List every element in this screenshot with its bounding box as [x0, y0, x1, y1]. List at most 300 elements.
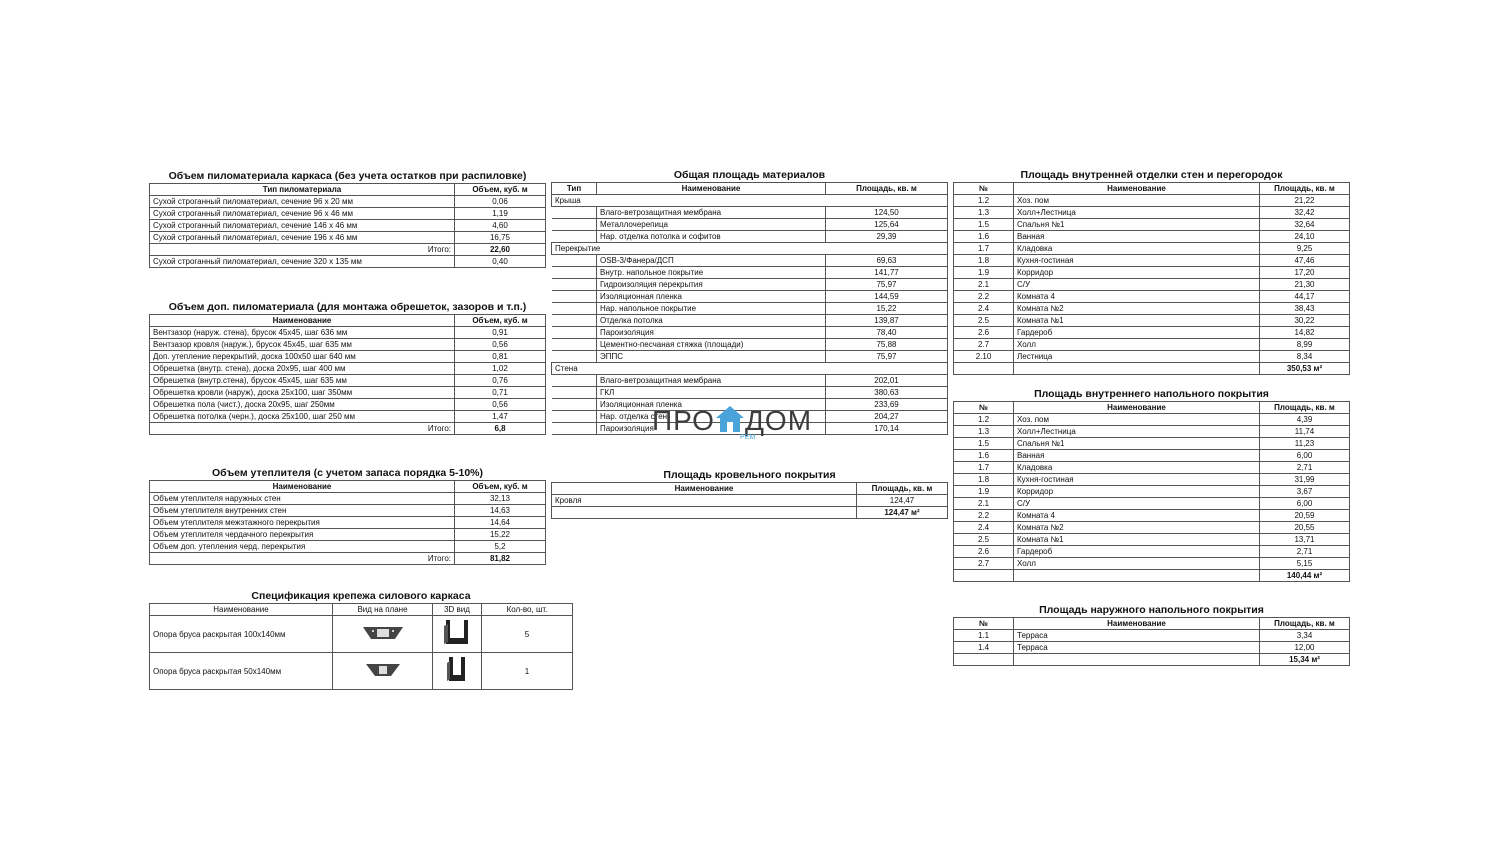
logo-text-right: ДОМ [744, 405, 813, 436]
room-number: 2.7 [954, 558, 1014, 570]
table-row [150, 339, 546, 351]
item-value: 0,91 [455, 327, 546, 339]
frame-lumber-block [149, 169, 546, 268]
material-area: 125,64 [826, 219, 948, 231]
extra-lumber-title: Объем доп. пиломатериала (для монтажа обрешеток, зазоров и т.п.) [168, 301, 527, 313]
table-row [954, 486, 1350, 498]
item-name: Сухой строганный пиломатериал, сечение 320 x 135 мм [150, 256, 455, 268]
item-value: 0,56 [455, 399, 546, 411]
room-number: 1.2 [954, 414, 1014, 426]
room-name: Спальня №1 [1014, 438, 1260, 450]
table-row [954, 426, 1350, 438]
room-number: 1.7 [954, 462, 1014, 474]
room-area: 3,67 [1260, 486, 1350, 498]
table-row [954, 303, 1350, 315]
material-name: Изоляционная пленка [597, 399, 826, 411]
room-name: Комната №1 [1014, 534, 1260, 546]
roofing-block [551, 468, 948, 519]
table-row [150, 399, 546, 411]
empty-cell [552, 507, 857, 519]
material-type: Стена [552, 363, 948, 375]
table-row [552, 303, 948, 315]
table-row [150, 505, 546, 517]
item-value: 5,2 [455, 541, 546, 553]
table-row [552, 507, 948, 519]
room-number: 1.8 [954, 474, 1014, 486]
room-name: Спальня №1 [1014, 219, 1260, 231]
item-value: 14,64 [455, 517, 546, 529]
fastener-qty: 1 [482, 653, 573, 690]
material-name: Пароизоляция [597, 423, 826, 435]
empty-cell [954, 363, 1014, 375]
empty-cell [552, 267, 597, 279]
room-area: 6,00 [1260, 498, 1350, 510]
table-row [954, 243, 1350, 255]
table-row [150, 327, 546, 339]
col-header: Площадь, кв. м [1260, 618, 1350, 630]
table-row [150, 616, 573, 653]
empty-cell [1014, 654, 1260, 666]
total-value: 140,44 м² [1260, 570, 1350, 582]
table-row [954, 534, 1350, 546]
empty-cell [552, 375, 597, 387]
room-name: Ванная [1014, 450, 1260, 462]
col-header: Наименование [150, 481, 455, 493]
col-header: Площадь, кв. м [1260, 183, 1350, 195]
room-area: 2,71 [1260, 546, 1350, 558]
table-row [552, 339, 948, 351]
material-area: 78,40 [826, 327, 948, 339]
room-name: Кухня-гостиная [1014, 255, 1260, 267]
col-header: 3D вид [433, 604, 482, 616]
material-name: Нар. напольное покрытие [597, 303, 826, 315]
table-row [150, 220, 546, 232]
table-row [954, 267, 1350, 279]
material-area: 139,87 [826, 315, 948, 327]
empty-cell [552, 231, 597, 243]
room-number: 1.3 [954, 207, 1014, 219]
table-row [552, 195, 948, 207]
total-label: Итого: [150, 423, 455, 435]
room-name: Холл+Лестница [1014, 207, 1260, 219]
item-name: Обрешетка пола (чист.), доска 20x95, шаг 250мм [150, 399, 455, 411]
room-area: 32,64 [1260, 219, 1350, 231]
room-name: Гардероб [1014, 327, 1260, 339]
room-area: 6,00 [1260, 450, 1350, 462]
table-row [552, 351, 948, 363]
room-area: 17,20 [1260, 267, 1350, 279]
col-header: Наименование [552, 483, 857, 495]
room-name: Холл+Лестница [1014, 426, 1260, 438]
table-row [552, 207, 948, 219]
room-number: 1.4 [954, 642, 1014, 654]
room-area: 13,71 [1260, 534, 1350, 546]
room-number: 1.3 [954, 426, 1014, 438]
room-area: 5,15 [1260, 558, 1350, 570]
item-name: Объем утеплителя внутренних стен [150, 505, 455, 517]
col-header: Тип [552, 183, 597, 195]
table-row [954, 462, 1350, 474]
table-row [954, 351, 1350, 363]
room-number: 2.6 [954, 546, 1014, 558]
total-value: 15,34 м² [1260, 654, 1350, 666]
material-name: ГКЛ [597, 387, 826, 399]
room-name: Корридор [1014, 486, 1260, 498]
table-row [150, 553, 546, 565]
empty-cell [552, 327, 597, 339]
walls-finish-block [953, 168, 1350, 375]
item-value: 15,22 [455, 529, 546, 541]
room-area: 11,23 [1260, 438, 1350, 450]
material-area: 170,14 [826, 423, 948, 435]
bracket-3d-icon [445, 655, 469, 685]
table-row [552, 219, 948, 231]
room-name: С/У [1014, 498, 1260, 510]
table-row [954, 414, 1350, 426]
table-row [150, 517, 546, 529]
material-area: 75,88 [826, 339, 948, 351]
room-area: 20,59 [1260, 510, 1350, 522]
empty-cell [552, 255, 597, 267]
table-row [954, 630, 1350, 642]
room-number: 2.4 [954, 303, 1014, 315]
room-area: 20,55 [1260, 522, 1350, 534]
room-area: 8,99 [1260, 339, 1350, 351]
item-name: Доп. утепление перекрытий, доска 100x50 шаг 640 мм [150, 351, 455, 363]
total-value: 22,60 [455, 244, 546, 256]
item-value: 32,13 [455, 493, 546, 505]
room-name: Кладовка [1014, 462, 1260, 474]
watermark-logo [652, 405, 852, 441]
item-name: Объем доп. утепления черд. перекрытия [150, 541, 455, 553]
table-row [954, 474, 1350, 486]
bracket-3d-icon [442, 618, 472, 648]
item-name: Обрешетка (внутр. стена), доска 20x95, шаг 400 мм [150, 363, 455, 375]
material-name: Внутр. напольное покрытие [597, 267, 826, 279]
material-type: Крыша [552, 195, 948, 207]
table-row [954, 522, 1350, 534]
fasteners-table [149, 603, 573, 690]
table-row [954, 279, 1350, 291]
item-value: 0,71 [455, 387, 546, 399]
empty-cell [954, 654, 1014, 666]
table-row [552, 387, 948, 399]
room-area: 21,22 [1260, 195, 1350, 207]
empty-cell [1014, 363, 1260, 375]
room-number: 2.7 [954, 339, 1014, 351]
room-number: 1.7 [954, 243, 1014, 255]
material-area: 69,63 [826, 255, 948, 267]
room-name: Ванная [1014, 231, 1260, 243]
material-area: 141,77 [826, 267, 948, 279]
item-name: Сухой строганный пиломатериал, сечение 146 x 46 мм [150, 220, 455, 232]
table-row [150, 653, 573, 690]
room-number: 1.1 [954, 630, 1014, 642]
material-name: Изоляционная пленка [597, 291, 826, 303]
fastener-qty: 5 [482, 616, 573, 653]
table-row [150, 244, 546, 256]
extra-lumber-block [149, 300, 546, 435]
material-area: 29,39 [826, 231, 948, 243]
col-header: № [954, 183, 1014, 195]
room-name: Комната №1 [1014, 315, 1260, 327]
room-name: С/У [1014, 279, 1260, 291]
3d-view-cell [433, 616, 482, 653]
room-name: Хоз. пом [1014, 414, 1260, 426]
room-name: Комната №2 [1014, 522, 1260, 534]
floor-inner-block [953, 387, 1350, 582]
room-number: 2.5 [954, 315, 1014, 327]
empty-cell [552, 423, 597, 435]
room-number: 1.6 [954, 450, 1014, 462]
material-area: 233,69 [826, 399, 948, 411]
empty-cell [954, 570, 1014, 582]
col-header: Кол-во, шт. [482, 604, 573, 616]
room-area: 44,17 [1260, 291, 1350, 303]
roofing-title: Площадь кровельного покрытия [663, 469, 836, 481]
table-row [150, 423, 546, 435]
room-area: 38,43 [1260, 303, 1350, 315]
table-row [954, 315, 1350, 327]
logo-subtext: РЕМ [740, 434, 756, 441]
empty-cell [552, 399, 597, 411]
insulation-block [149, 466, 546, 565]
total-label: Итого: [150, 553, 455, 565]
table-row [552, 363, 948, 375]
material-area: 204,27 [826, 411, 948, 423]
extra-lumber-table [149, 314, 546, 435]
table-row [150, 363, 546, 375]
table-row [150, 256, 546, 268]
material-name: Металлочерепица [597, 219, 826, 231]
col-header: Наименование [150, 315, 455, 327]
room-area: 12,00 [1260, 642, 1350, 654]
floor-outer-table [953, 617, 1350, 666]
room-area: 8,34 [1260, 351, 1350, 363]
col-header: Наименование [150, 604, 333, 616]
table-row [552, 255, 948, 267]
room-area: 3,34 [1260, 630, 1350, 642]
materials-block [551, 168, 948, 435]
table-row [954, 207, 1350, 219]
room-name: Кухня-гостиная [1014, 474, 1260, 486]
col-header: Вид на плане [333, 604, 433, 616]
item-value: 1,47 [455, 411, 546, 423]
table-row [552, 291, 948, 303]
insulation-title: Объем утеплителя (с учетом запаса порядка 5-10%) [211, 467, 484, 479]
col-header: Наименование [597, 183, 826, 195]
table-row [552, 267, 948, 279]
item-name: Обрешетка кровли (наруж), доска 25x100, шаг 350мм [150, 387, 455, 399]
floor-outer-block [953, 603, 1350, 666]
table-row [150, 351, 546, 363]
room-number: 1.5 [954, 438, 1014, 450]
material-area: 75,97 [826, 351, 948, 363]
material-area: 380,63 [826, 387, 948, 399]
empty-cell [552, 207, 597, 219]
room-area: 11,74 [1260, 426, 1350, 438]
insulation-table [149, 480, 546, 565]
item-name: Обрешетка (внутр.стена), брусок 45x45, шаг 635 мм [150, 375, 455, 387]
room-name: Гардероб [1014, 546, 1260, 558]
item-name: Сухой строганный пиломатериал, сечение 196 x 46 мм [150, 232, 455, 244]
room-number: 2.2 [954, 291, 1014, 303]
walls-finish-title: Площадь внутренней отделки стен и перегородок [1020, 169, 1283, 181]
item-value: 1,19 [455, 208, 546, 220]
table-row [552, 495, 948, 507]
room-area: 30,22 [1260, 315, 1350, 327]
room-name: Холл [1014, 558, 1260, 570]
col-header: Объем, куб. м [455, 315, 546, 327]
room-name: Комната 4 [1014, 510, 1260, 522]
floor-inner-table [953, 401, 1350, 582]
empty-cell [552, 387, 597, 399]
material-name: OSB-3/Фанера/ДСП [597, 255, 826, 267]
item-name: Вентзазор кровля (наруж.), брусок 45x45, шаг 635 мм [150, 339, 455, 351]
table-row [954, 231, 1350, 243]
room-name: Комната №2 [1014, 303, 1260, 315]
material-name: ЭППС [597, 351, 826, 363]
room-number: 2.1 [954, 279, 1014, 291]
table-row [954, 654, 1350, 666]
table-row [954, 291, 1350, 303]
room-name: Комната 4 [1014, 291, 1260, 303]
plan-view-cell [333, 616, 433, 653]
table-row [954, 327, 1350, 339]
frame-lumber-title: Объем пиломатериала каркаса (без учета остатков при распиловке) [168, 170, 527, 182]
roofing-table [551, 482, 948, 519]
room-area: 14,82 [1260, 327, 1350, 339]
material-type: Перекрытие [552, 243, 948, 255]
table-row [150, 208, 546, 220]
table-row [954, 510, 1350, 522]
room-number: 2.2 [954, 510, 1014, 522]
total-value: 6,8 [455, 423, 546, 435]
room-number: 2.5 [954, 534, 1014, 546]
logo-text-left: ПРО [652, 405, 715, 436]
col-header: Объем, куб. м [455, 481, 546, 493]
bracket-plan-icon [362, 625, 404, 641]
material-area: 75,97 [826, 279, 948, 291]
table-row [552, 375, 948, 387]
table-row [552, 231, 948, 243]
table-row [954, 450, 1350, 462]
table-row [150, 232, 546, 244]
col-header: Площадь, кв. м [1260, 402, 1350, 414]
table-row [954, 438, 1350, 450]
room-area: 21,30 [1260, 279, 1350, 291]
col-header: Тип пиломатериала [150, 184, 455, 196]
empty-cell [552, 219, 597, 231]
table-row [954, 546, 1350, 558]
item-name: Объем утеплителя чердачного перекрытия [150, 529, 455, 541]
material-area: 144,59 [826, 291, 948, 303]
room-number: 1.6 [954, 231, 1014, 243]
empty-cell [552, 339, 597, 351]
room-name: Кладовка [1014, 243, 1260, 255]
item-value: 1,02 [455, 363, 546, 375]
table-row [552, 243, 948, 255]
item-name: Объем утеплителя межэтажного перекрытия [150, 517, 455, 529]
material-name: Пароизоляция [597, 327, 826, 339]
fasteners-title: Спецификация крепежа силового каркаса [251, 590, 471, 602]
table-row [954, 498, 1350, 510]
floor-inner-title: Площадь внутреннего напольного покрытия [1034, 388, 1269, 400]
item-name: Объем утеплителя наружных стен [150, 493, 455, 505]
fasteners-block [149, 589, 573, 690]
materials-table [551, 182, 948, 435]
item-name: Сухой строганный пиломатериал, сечение 96 x 20 мм [150, 196, 455, 208]
room-number: 2.1 [954, 498, 1014, 510]
empty-cell [1014, 570, 1260, 582]
material-name: Нар. отделка потолка и софитов [597, 231, 826, 243]
room-area: 2,71 [1260, 462, 1350, 474]
empty-cell [552, 411, 597, 423]
col-header: Объем, куб. м [455, 184, 546, 196]
room-area: 31,99 [1260, 474, 1350, 486]
item-value: 124,47 [857, 495, 948, 507]
item-value: 14,63 [455, 505, 546, 517]
table-row [552, 279, 948, 291]
3d-view-cell [433, 653, 482, 690]
material-name: Нар. отделка стен [597, 411, 826, 423]
table-row [150, 541, 546, 553]
col-header: Площадь, кв. м [826, 183, 948, 195]
material-name: Отделка потолка [597, 315, 826, 327]
table-row [552, 327, 948, 339]
item-value: 0,56 [455, 339, 546, 351]
room-name: Холл [1014, 339, 1260, 351]
room-number: 1.9 [954, 267, 1014, 279]
item-value: 0,76 [455, 375, 546, 387]
room-area: 9,25 [1260, 243, 1350, 255]
total-label: Итого: [150, 244, 455, 256]
table-row [954, 642, 1350, 654]
col-header: Наименование [1014, 183, 1260, 195]
material-area: 15,22 [826, 303, 948, 315]
table-row [954, 255, 1350, 267]
materials-title: Общая площадь материалов [673, 169, 826, 181]
total-value: 81,82 [455, 553, 546, 565]
material-name: Влаго-ветрозащитная мембрана [597, 207, 826, 219]
table-row [954, 339, 1350, 351]
item-name: Сухой строганный пиломатериал, сечение 96 x 46 мм [150, 208, 455, 220]
table-row [954, 219, 1350, 231]
item-value: 16,75 [455, 232, 546, 244]
table-row [552, 315, 948, 327]
room-number: 2.4 [954, 522, 1014, 534]
fastener-name: Опора бруса раскрытая 50x140мм [150, 653, 333, 690]
item-value: 4,60 [455, 220, 546, 232]
walls-finish-table [953, 182, 1350, 375]
material-area: 202,01 [826, 375, 948, 387]
empty-cell [552, 315, 597, 327]
material-area: 124,50 [826, 207, 948, 219]
table-row [150, 196, 546, 208]
frame-lumber-table [149, 183, 546, 268]
plan-view-cell [333, 653, 433, 690]
table-row [150, 375, 546, 387]
room-name: Терраса [1014, 642, 1260, 654]
material-name: Цементно-песчаная стяжка (площади) [597, 339, 826, 351]
room-number: 2.10 [954, 351, 1014, 363]
col-header: № [954, 402, 1014, 414]
room-number: 1.2 [954, 195, 1014, 207]
item-name: Обрешетка потолка (черн.), доска 25x100, шаг 250 мм [150, 411, 455, 423]
col-header: Наименование [1014, 402, 1260, 414]
total-value: 124,47 м² [857, 507, 948, 519]
material-name: Влаго-ветрозащитная мембрана [597, 375, 826, 387]
